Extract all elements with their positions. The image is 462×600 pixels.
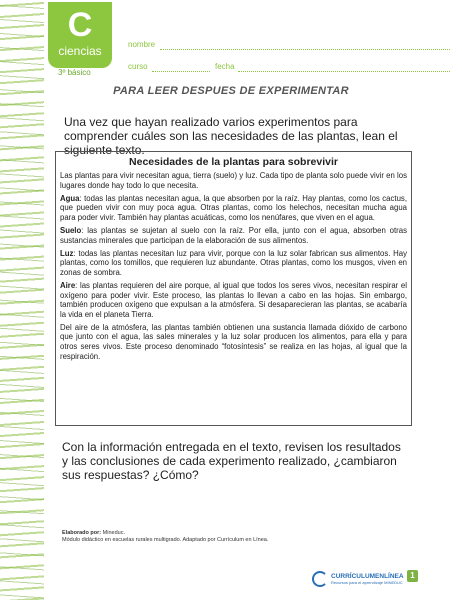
section-text: : las plantas requieren del aire porque, al igual que todos los seres vivos, necesitan respirar el oxígeno para poder vivir. Este proceso, las plantas lo llevan a cabo en las hojas. Sin embargo, también producen oxígeno que expulsan a la atmósfera. Si desaparecieran las plantas, se acabaría la vida en el planeta Tierra. — [60, 280, 407, 319]
reading-closing: Del aire de la atmósfera, las plantas también obtienen una sustancia llamada dióxido de carbono que junto con el agua, las sales minerales y la luz solar producen los alimentos, para ella y para otros seres vivos. Este proceso denominado “fotosíntesis” se realiza en las hojas, al igual que la respiración. — [60, 322, 407, 361]
credit-line: Módulo didáctico en escuelas rurales multigrado. Adaptado por Currículum en Línea. — [62, 537, 269, 543]
question-text: Con la información entregada en el texto, revisen los resultados y las conclusiones de cada experimento realizado, ¿cambiaron sus respuestas? ¿Cómo? — [62, 440, 401, 482]
intro-text: Una vez que hayan realizado varios experimentos para comprender cuáles son las necesidades de las plantas, lean el siguiente texto. — [64, 115, 398, 157]
reading-section-soil — [60, 226, 407, 245]
page-title: PARA LEER DESPUES DE EXPERIMENTAR — [113, 85, 349, 97]
section-text: : las plantas se sujetan al suelo con la raíz. Por ella, junto con el agua, absorben otras sustancias minerales que participan de la elaboración de sus alimentos. — [60, 225, 407, 245]
reading-title: Necesidades de la plantas para sobrevivir — [129, 156, 338, 168]
subject-badge — [48, 2, 112, 68]
name-field[interactable] — [160, 49, 450, 50]
section-term: Agua — [60, 193, 80, 203]
section-term: Luz — [60, 248, 74, 258]
credits — [62, 530, 268, 544]
author-label: Elaborado por: — [62, 530, 102, 536]
logo-text: CURRÍCULUMENLÍNEA — [331, 573, 404, 580]
section-term: Suelo — [60, 225, 82, 235]
course-field[interactable] — [152, 71, 210, 72]
badge-letter: C — [67, 6, 93, 44]
reading-intro: Las plantas para vivir necesitan agua, tierra (suelo) y luz. Cada tipo de planta solo puede vivir en los lugares donde hay todo lo que necesita. — [60, 171, 407, 190]
course-label: curso — [128, 62, 148, 71]
page-number: 1 — [407, 570, 418, 582]
logo-icon — [312, 571, 328, 587]
date-field[interactable] — [238, 71, 450, 72]
section-text: : todas las plantas necesitan agua, la que absorben por la raíz. Hay plantas, como los cactus, que pueden vivir con muy poca agua. Otras plantas, como los helechos, necesitan mucha agua para poder vivir. También hay plantas acuáticas, como los nenúfares, que viven en el agua. — [60, 193, 407, 222]
date-label: fecha — [215, 62, 235, 71]
logo-subtext: Recursos para el aprendizaje MINEDUC — [331, 580, 403, 585]
grade-label: 3º básico — [58, 68, 91, 77]
subject-label: ciencias — [58, 44, 102, 58]
reading-section-light — [60, 249, 407, 278]
name-label: nombre — [128, 40, 156, 49]
reading-section-air — [60, 281, 407, 319]
section-term: Aire — [60, 280, 76, 290]
reading-box — [55, 151, 412, 426]
reading-section-water — [60, 194, 407, 223]
section-text: : todas las plantas necesitan luz para vivir, porque con la luz solar fabrican sus alimentos. Hay plantas, como los tomillos, que requieren luz abundante. Otras plantas, como los musgos, viven en zonas de sombra. — [60, 248, 407, 277]
author-name: Mineduc. — [102, 530, 125, 536]
curriculum-logo[interactable] — [312, 571, 404, 587]
